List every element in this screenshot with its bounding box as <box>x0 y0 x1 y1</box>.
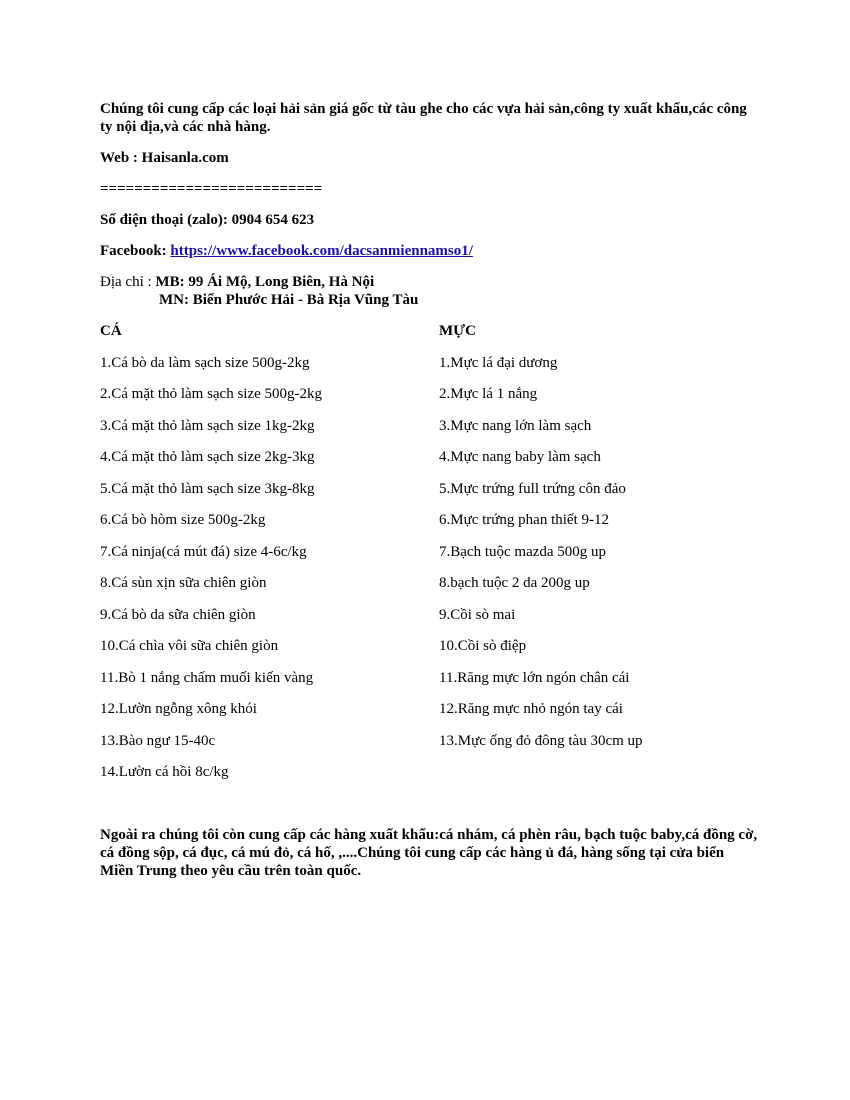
list-item: 11.Răng mực lớn ngón chân cái <box>439 669 630 686</box>
website-line: Web : Haisanla.com <box>100 150 229 166</box>
list-item: 9.Cá bò da sữa chiên giòn <box>100 606 256 623</box>
footer-paragraph: Ngoài ra chúng tôi còn cung cấp các hàng xuất khẩu:cá nhám, cá phèn râu, bạch tuộc baby,cá đồng cờ, cá đồng sộp, cá đục, cá mú đỏ, cá hố, ,....Chúng tôi cung cấp các hàng ủ đá, hàng sống tại cửa biển Miền Trung theo yêu cầu trên toàn quốc. <box>100 827 758 879</box>
list-item: 6.Mực trứng phan thiết 9-12 <box>439 512 609 528</box>
list-item: 2.Mực lá 1 nắng <box>439 386 538 402</box>
address-mn: MN: Biển Phước Hải - Bà Rịa Vũng Tàu <box>159 292 419 308</box>
list-item: 7.Cá ninja(cá mút đá) size 4-6c/kg <box>100 543 307 560</box>
list-item: 4.Cá mặt thỏ làm sạch size 2kg-3kg <box>100 449 315 465</box>
list-item: 9.Cồi sò mai <box>439 606 516 623</box>
product-columns <box>100 322 760 792</box>
list-item: 8.bạch tuộc 2 da 200g up <box>439 575 590 591</box>
address-label: Địa chỉ : <box>100 274 156 290</box>
phone-line: Số điện thoại (zalo): 0904 654 623 <box>100 212 315 228</box>
list-item: 6.Cá bò hòm size 500g-2kg <box>100 512 266 528</box>
list-item: 13.Mực ống đỏ đông tàu 30cm up <box>439 732 643 749</box>
address-block <box>100 273 760 309</box>
facebook-line <box>100 242 760 260</box>
list-item: 2.Cá mặt thỏ làm sạch size 500g-2kg <box>100 386 323 402</box>
list-item: 1.Mực lá đại dương <box>439 354 558 371</box>
fish-heading: CÁ <box>100 323 122 339</box>
list-item: 3.Mực nang lớn làm sạch <box>439 417 592 434</box>
list-item: 12.Lườn ngỗng xông khói <box>100 701 257 717</box>
facebook-label: Facebook: <box>100 243 171 259</box>
list-item: 4.Mực nang baby làm sạch <box>439 449 601 465</box>
list-item: 13.Bào ngư 15-40c <box>100 732 216 749</box>
list-item: 3.Cá mặt thỏ làm sạch size 1kg-2kg <box>100 417 315 434</box>
list-item: 7.Bạch tuộc mazda 500g up <box>439 543 607 560</box>
list-item: 12.Răng mực nhỏ ngón tay cái <box>439 701 623 717</box>
list-item: 10.Cồi sò điệp <box>439 638 527 654</box>
list-item: 1.Cá bò da làm sạch size 500g-2kg <box>100 354 310 371</box>
address-mb: MB: 99 Ái Mộ, Long Biên, Hà Nội <box>155 274 375 290</box>
document-page <box>100 100 760 792</box>
list-item: 10.Cá chìa vôi sữa chiên giòn <box>100 638 279 654</box>
list-item: 5.Mực trứng full trứng côn đảo <box>439 480 626 497</box>
fish-column <box>100 322 322 795</box>
list-item: 5.Cá mặt thỏ làm sạch size 3kg-8kg <box>100 480 315 497</box>
intro-paragraph: Chúng tôi cung cấp các loại hải sản giá gốc từ tàu ghe cho các vựa hải sản,công ty xuất khẩu,các công ty nội địa,và các nhà hàng. <box>100 101 747 135</box>
list-item: 11.Bò 1 nắng chấm muối kiến vàng <box>100 669 314 686</box>
divider-line: ========================== <box>100 181 323 197</box>
squid-heading: MỰC <box>439 323 476 339</box>
list-item: 14.Lườn cá hồi 8c/kg <box>100 764 229 780</box>
squid-column <box>439 322 643 763</box>
list-item: 8.Cá sùn xịn sữa chiên giòn <box>100 575 267 591</box>
facebook-link[interactable]: https://www.facebook.com/dacsanmiennamso1/ <box>170 243 473 259</box>
